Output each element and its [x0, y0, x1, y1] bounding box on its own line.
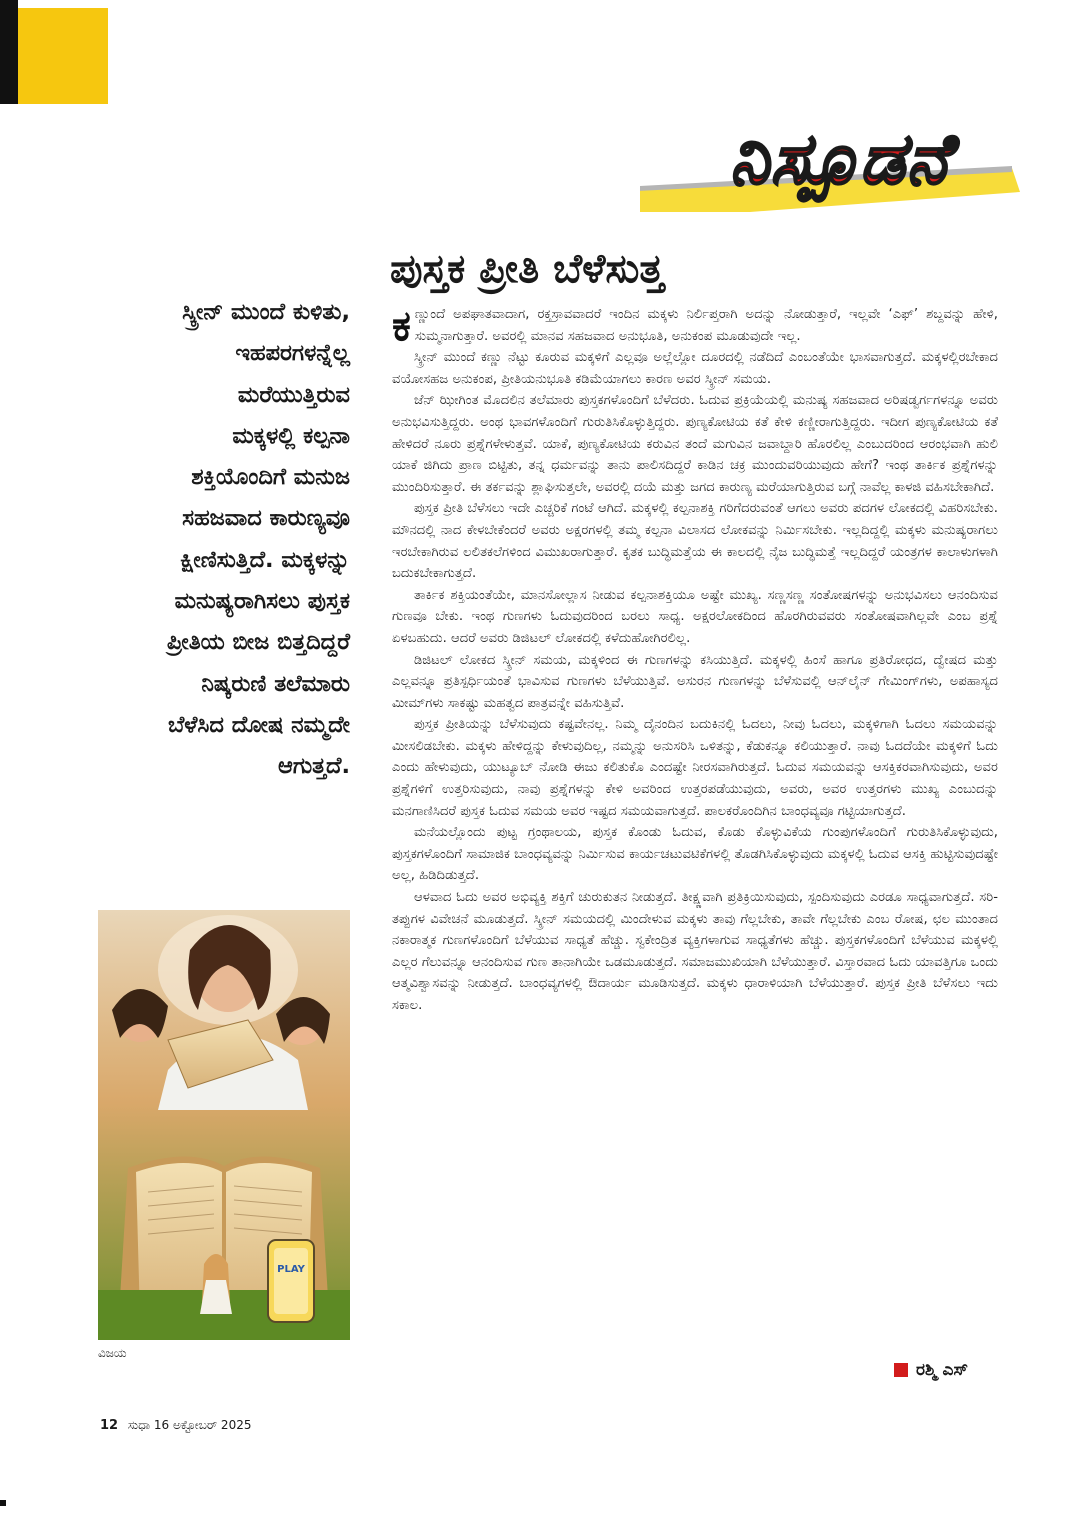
article-illustration — [98, 910, 350, 1340]
corner-block-yellow — [18, 8, 108, 104]
pull-quote-line: ಮನುಷ್ಯರಾಗಿಸಲು ಪುಸ್ತಕ — [174, 588, 350, 615]
page-number: 12 — [100, 1418, 119, 1433]
article-paragraph: ಮನೆಯಲ್ಲೊಂದು ಪುಟ್ಟ ಗ್ರಂಥಾಲಯ, ಪುಸ್ತಕ ಕೊಂಡು ಓದುವ, ಕೊಡು ಕೊಳ್ಳುವಿಕೆಯ ಗುಂಪುಗಳೊಂದಿಗೆ ಗುರುತಿಸಿಕೊಳ್ಳುವುದು, ಪುಸ್ತಕಗಳೊಂದಿಗೆ ಸಾಮಾಜಿಕ ಬಾಂಧವ್ಯವನ್ನು ನಿರ್ಮಿಸುವ ಕಾರ್ಯಚಟುವಟಿಕೆಗಳಲ್ಲಿ ತೊಡಗಿಸಿಕೊಳ್ಳುವುದು ಮಕ್ಕಳಲ್ಲಿ ಓದುವ ಆಸಕ್ತಿ ಹುಟ್ಟಿಸುವುದಷ್ಟೇ ಅಲ್ಲ, ಹಿಡಿದಿಡುತ್ತದೆ. — [392, 825, 998, 884]
pull-quote-line: ಶಕ್ತಿಯೊಂದಿಗೆ ಮನುಜ — [191, 464, 350, 491]
corner-block-black — [0, 0, 18, 104]
phone-graphic — [268, 1240, 314, 1322]
illustration-art — [98, 910, 350, 1340]
column-masthead — [640, 108, 1020, 238]
pull-quote-line: ಸ್ಕ್ರೀನ್ ಮುಂದೆ ಕುಳಿತು, — [182, 299, 350, 325]
byline — [894, 1360, 968, 1380]
article-paragraph: ತಾರ್ಕಿಕ ಶಕ್ತಿಯಂತೆಯೇ, ಮಾನಸೋಲ್ಲಾಸ ನೀಡುವ ಕಲ್ಪನಾಶಕ್ತಿಯೂ ಅಷ್ಟೇ ಮುಖ್ಯ. ಸಣ್ಣಸಣ್ಣ ಸಂತೋಷಗಳನ್ನು ಅನುಭವಿಸಲು ಆನಂದಿಸುವ ಗುಣವೂ ಬೇಕು. ಇಂಥ ಗುಣಗಳು ಓದುವುದರಿಂದ ಬರಲು ಸಾಧ್ಯ. ಅಕ್ಷರಲೋಕದಿಂದ ಹೊರಗಿರುವವರು ಸಂತೋಷವಾಗಿಲ್ಲವೇ ಎಂಬ ಪ್ರಶ್ನೆ ಏಳಬಹುದು. ಆದರೆ ಅವರು ಡಿಜಿಟಲ್ ಲೋಕದಲ್ಲಿ ಕಳೆದುಹೋಗಿರಲಿಲ್ಲ. — [392, 587, 998, 646]
article-paragraph: ಸ್ಕ್ರೀನ್ ಮುಂದೆ ಕಣ್ಣು ನೆಟ್ಟು ಕೂರುವ ಮಕ್ಕಳಿಗೆ ಎಲ್ಲವೂ ಅಲ್ಲೆಲ್ಲೋ ದೂರದಲ್ಲಿ ನಡೆದಿದೆ ಎಂಬಂತೆಯೇ ಭಾಸವಾಗುತ್ತದೆ. ಮಕ್ಕಳಲ್ಲಿರಬೇಕಾದ ವಯೋಸಹಜ ಅನುಕಂಪ, ಪ್ರೀತಿಯನುಭೂತಿ ಕಡಿಮೆಯಾಗಲು ಕಾರಣ ಅವರ ಸ್ಕ್ರೀನ್ ಸಮಯ. — [392, 350, 998, 387]
pull-quote-line: ಇಹಪರಗಳನ್ನೆಲ್ಲ — [235, 340, 350, 367]
page-footer — [100, 1418, 251, 1433]
article-paragraph: ಪುಸ್ತಕ ಪ್ರೀತಿ ಬೆಳೆಸಲು ಇದೇ ಎಚ್ಚರಿಕೆ ಗಂಟೆ ಆಗಿದೆ. ಮಕ್ಕಳಲ್ಲಿ ಕಲ್ಪನಾಶಕ್ತಿ ಗರಿಗೆದರುವಂತೆ ಆಗಲು ಅವರು ಪದಗಳ ಲೋಕದಲ್ಲಿ ವಿಹರಿಸಬೇಕು. ಮೌನದಲ್ಲಿ ನಾದ ಕೇಳಬೇಕೆಂದರೆ ಅವರು ಅಕ್ಷರಗಳಲ್ಲಿ ತಮ್ಮ ಕಲ್ಪನಾ ವಿಲಾಸದ ಲೋಕವನ್ನು ನಿರ್ಮಿಸಬೇಕು. ಇಲ್ಲದಿದ್ದಲ್ಲಿ ಮಕ್ಕಳು ಮನುಷ್ಯರಾಗಲು ಇರಬೇಕಾಗಿರುವ ಲಲಿತಕಲೆಗಳಿಂದ ವಿಮುಖರಾಗುತ್ತಾರೆ. ಕೃತಕ ಬುದ್ಧಿಮತ್ತೆಯ ಈ ಕಾಲದಲ್ಲಿ ನೈಜ ಬುದ್ಧಿಮತ್ತೆ ಇಲ್ಲದಿದ್ದರೆ ಯಂತ್ರಗಳ ಕಾಲಾಳುಗಳಾಗಿ ಬದುಕಬೇಕಾಗುತ್ತದೆ. — [392, 501, 998, 582]
article-paragraph: ಜೆನ್ ಝೀಗಿಂತ ಮೊದಲಿನ ತಲೆಮಾರು ಪುಸ್ತಕಗಳೊಂದಿಗೆ ಬೆಳೆದರು. ಓದುವ ಪ್ರಕ್ರಿಯೆಯಲ್ಲಿ ಮನುಷ್ಯ ಸಹಜವಾದ ಅರಿಷಡ್ವರ್ಗಗಳನ್ನೂ ಅವರು ಅನುಭವಿಸುತ್ತಿದ್ದರು. ಅಂಥ ಭಾವಗಳೊಂದಿಗೆ ಗುರುತಿಸಿಕೊಳ್ಳುತ್ತಿದ್ದರು. ಪುಣ್ಯಕೋಟಿಯ ಕತೆ ಕೇಳಿ ಕಣ್ಣೀರಾಗುತ್ತಿದ್ದರು. ಇದೀಗ ಪುಣ್ಯಕೋಟಿಯ ಕತೆ ಹೇಳಿದರೆ ನೂರು ಪ್ರಶ್ನೆಗಳೇಳುತ್ತವೆ. ಯಾಕೆ, ಪುಣ್ಯಕೋಟಿಯ ಕರುವಿನ ತಂದೆ ಮಗುವಿನ ಜವಾಬ್ದಾರಿ ಹೊರಲಿಲ್ಲ ಎಂಬುದರಿಂದ ಆರಂಭವಾಗಿ ಹುಲಿ ಯಾಕೆ ಜಿಗಿದು ಪ್ರಾಣ ಬಿಟ್ಟಿತು, ತನ್ನ ಧರ್ಮವನ್ನು ತಾನು ಪಾಲಿಸದಿದ್ದರೆ ಕಾಡಿನ ಚಕ್ರ ಮುಂದುವರಿಯುವುದು ಹೇಗೆ? ಇಂಥ ತಾರ್ಕಿಕ ಪ್ರಶ್ನೆಗಳನ್ನು ಮುಂದಿರಿಸುತ್ತಾರೆ. ಈ ತರ್ಕವನ್ನು ಶ್ಲಾಘಿಸುತ್ತಲೇ, ಅವರಲ್ಲಿ ದಯೆ ಮತ್ತು ಜಗದ ಕಾರುಣ್ಯ ಮರೆಯಾಗುತ್ತಿರುವ ಬಗ್ಗೆ ನಾವೆಲ್ಲ ಕಾಳಜಿ ವಹಿಸಬೇಕಾಗಿದೆ. — [392, 393, 998, 495]
article-paragraph: ಆಳವಾದ ಓದು ಅವರ ಅಭಿವ್ಯಕ್ತಿ ಶಕ್ತಿಗೆ ಚುರುಕುತನ ನೀಡುತ್ತದೆ. ತೀಕ್ಷ್ಣವಾಗಿ ಪ್ರತಿಕ್ರಿಯಿಸುವುದು, ಸ್ಪಂದಿಸುವುದು ಎರಡೂ ಸಾಧ್ಯವಾಗುತ್ತದೆ. ಸರಿ-ತಪ್ಪುಗಳ ವಿವೇಚನೆ ಮೂಡುತ್ತದೆ. ಸ್ಕ್ರೀನ್ ಸಮಯದಲ್ಲಿ ಮಿಂದೇಳುವ ಮಕ್ಕಳು ತಾವು ಗೆಲ್ಲಬೇಕು, ತಾವೇ ಗೆಲ್ಲಬೇಕು ಎಂಬ ರೋಷ, ಛಲ ಮುಂತಾದ ನಕಾರಾತ್ಮಕ ಗುಣಗಳೊಂದಿಗೆ ಬೆಳೆಯುವ ಸಾಧ್ಯತೆ ಹೆಚ್ಚು. ಸ್ವಕೇಂದ್ರಿತ ವ್ಯಕ್ತಿಗಳಾಗುವ ಸಾಧ್ಯತೆಗಳು ಹೆಚ್ಚು. ಪುಸ್ತಕಗಳೊಂದಿಗೆ ಬೆಳೆಯುವ ಮಕ್ಕಳಲ್ಲಿ ಎಲ್ಲರ ಗೆಲುವನ್ನೂ ಆನಂದಿಸುವ ಗುಣ ತಾನಾಗಿಯೇ ಒಡಮೂಡುತ್ತದೆ. ಸಮಾಜಮುಖಿಯಾಗಿ ಬೆಳೆಯುತ್ತಾರೆ. ವಿಸ್ತಾರವಾದ ಓದು ಯಾವತ್ತಿಗೂ ಒಂದು ಆತ್ಮವಿಶ್ವಾಸವನ್ನು ನೀಡುತ್ತದೆ. ಬಾಂಧವ್ಯಗಳಲ್ಲಿ ಔದಾರ್ಯ ಮೂಡಿಸುತ್ತದೆ. ಮಕ್ಕಳು ಧಾರಾಳಿಯಾಗಿ ಬೆಳೆಯುತ್ತಾರೆ. ಪುಸ್ತಕ ಪ್ರೀತಿ ಬೆಳೆಸಲು ಇದು ಸಕಾಲ. — [392, 890, 998, 1013]
pull-quote-line: ಪ್ರೀತಿಯ ಬೀಜ ಬಿತ್ತದಿದ್ದರೆ — [166, 629, 350, 656]
pull-quote-line: ಸಹಜವಾದ ಕಾರುಣ್ಯವೂ — [182, 505, 350, 532]
pull-quote — [98, 292, 350, 788]
pull-quote-line: ಮರೆಯುತ್ತಿರುವ — [237, 381, 350, 408]
footer-issue: ಸುಧಾ 16 ಅಕ್ಟೋಬರ್ 2025 — [127, 1418, 252, 1432]
paragraph-text: ಣ್ಣುಂದೆ ಅಪಘಾತವಾದಾಗ, ರಕ್ತಸ್ರಾವವಾದರೆ ಇಂದಿನ ಮಕ್ಕಳು ನಿರ್ಲಿಪ್ತರಾಗಿ ಅದನ್ನು ನೋಡುತ್ತಾರೆ, ಇಲ್ಲವೇ ‘ಎಫ್’ ಶಬ್ದವನ್ನು ಹೇಳಿ, ಸುಮ್ಮನಾಗುತ್ತಾರೆ. ಅವರಲ್ಲಿ ಮಾನವ ಸಹಜವಾದ ಅನುಭೂತಿ, ಅನುಕಂಪ ಮೂಡುವುದೇ ಇಲ್ಲ. — [414, 307, 998, 344]
author-name: ರಶ್ಮಿ ಎಸ್ — [916, 1360, 968, 1380]
article-paragraph — [392, 301, 998, 350]
crop-mark — [0, 1500, 6, 1506]
pull-quote-line: ಬೆಳೆಸಿದ ದೋಷ ನಮ್ಮದೇ — [168, 711, 350, 738]
article-headline: ಪುಸ್ತಕ ಪ್ರೀತಿ ಬೆಳೆಸುತ್ತ — [390, 246, 664, 292]
pull-quote-line: ನಿಷ್ಕರುಣಿ ತಲೆಮಾರು — [201, 670, 350, 697]
pull-quote-line: ಆಗುತ್ತದೆ. — [278, 753, 350, 780]
masthead-title: ನಿಸ್ಪೂಡನೆ — [729, 117, 951, 200]
article-body — [392, 301, 998, 1017]
article-paragraph: ಪುಸ್ತಕ ಪ್ರೀತಿಯನ್ನು ಬೆಳೆಸುವುದು ಕಷ್ಟವೇನಲ್ಲ. ನಿಮ್ಮ ದೈನಂದಿನ ಬದುಕಿನಲ್ಲಿ ಓದಲು, ನೀವು ಓದಲು, ಮಕ್ಕಳಿಗಾಗಿ ಓದಲು ಸಮಯವನ್ನು ಮೀಸಲಿಡಬೇಕು. ಮಕ್ಕಳು ಹೇಳಿದ್ದನ್ನು ಕೇಳುವುದಿಲ್ಲ, ನಮ್ಮನ್ನು ಅನುಸರಿಸಿ ಒಳಿತನ್ನು, ಕೆಡುಕನ್ನೂ ಕಲಿಯುತ್ತಾರೆ. ನಾವು ಓದದೆಯೇ ಮಕ್ಕಳಿಗೆ ಓದು ಎಂದು ಹೇಳುವುದು, ಯುಟ್ಯೂಬ್ ನೋಡಿ ಈಜು ಕಲಿತುಕೊ ಎಂದಷ್ಟೇ ನೀರಸವಾಗಿರುತ್ತದೆ. ಓದುವ ಸಮಯವನ್ನು ಆಸಕ್ತಿಕರವಾಗಿಸುವುದು, ಅವರ ಪ್ರಶ್ನೆಗಳಿಗೆ ಉತ್ತರಿಸುವುದು, ನಾವು ಪ್ರಶ್ನೆಗಳನ್ನು ಕೇಳಿ ಅವರಿಂದ ಉತ್ತರಪಡೆಯುವುದು, ಅವರು, ಅವರ ಉತ್ತರಗಳು ಮುಖ್ಯ ಎಂಬುದನ್ನು ಮನಗಾಣಿಸಿದರೆ ಪುಸ್ತಕ ಓದುವ ಸಮಯ ಅವರ ಇಷ್ಟದ ಸಮಯವಾಗುತ್ತದೆ. ಪಾಲಕರೊಂದಿಗಿನ ಬಾಂಧವ್ಯವೂ ಗಟ್ಟಿಯಾಗುತ್ತದೆ. — [392, 717, 998, 819]
play-label: PLAY — [277, 1264, 305, 1275]
drop-cap: ಕ — [392, 301, 411, 350]
photo-caption: ವಿಜಯ — [98, 1346, 127, 1360]
byline-marker — [894, 1363, 908, 1377]
article-paragraph: ಡಿಜಿಟಲ್ ಲೋಕದ ಸ್ಕ್ರೀನ್ ಸಮಯ, ಮಕ್ಕಳಿಂದ ಈ ಗುಣಗಳನ್ನು ಕಸಿಯುತ್ತಿದೆ. ಮಕ್ಕಳಲ್ಲಿ ಹಿಂಸೆ ಹಾಗೂ ಪ್ರತಿರೋಧದ, ದ್ವೇಷದ ಮತ್ತು ಎಲ್ಲವನ್ನೂ ಪ್ರತಿಸ್ಪರ್ಧಿಯಂತೆ ಭಾವಿಸುವ ಗುಣಗಳು ಬೆಳೆಯುತ್ತಿವೆ. ಅಸುರನ ಗುಣಗಳನ್ನು ಬೆಳೆಸುವಲ್ಲಿ ಆನ್‌ಲೈನ್ ಗೇಮಿಂಗ್‌ಗಳು, ಅಪಹಾಸ್ಯದ ಮೀಮ್‌ಗಳು ಸಾಕಷ್ಟು ಮಹತ್ವದ ಪಾತ್ರವನ್ನೇ ವಹಿಸುತ್ತಿವೆ. — [392, 652, 998, 711]
pull-quote-line: ಮಕ್ಕಳಲ್ಲಿ ಕಲ್ಪನಾ — [232, 422, 350, 449]
pull-quote-line: ಕ್ಷೀಣಿಸುತ್ತಿದೆ. ಮಕ್ಕಳನ್ನು — [180, 546, 350, 573]
